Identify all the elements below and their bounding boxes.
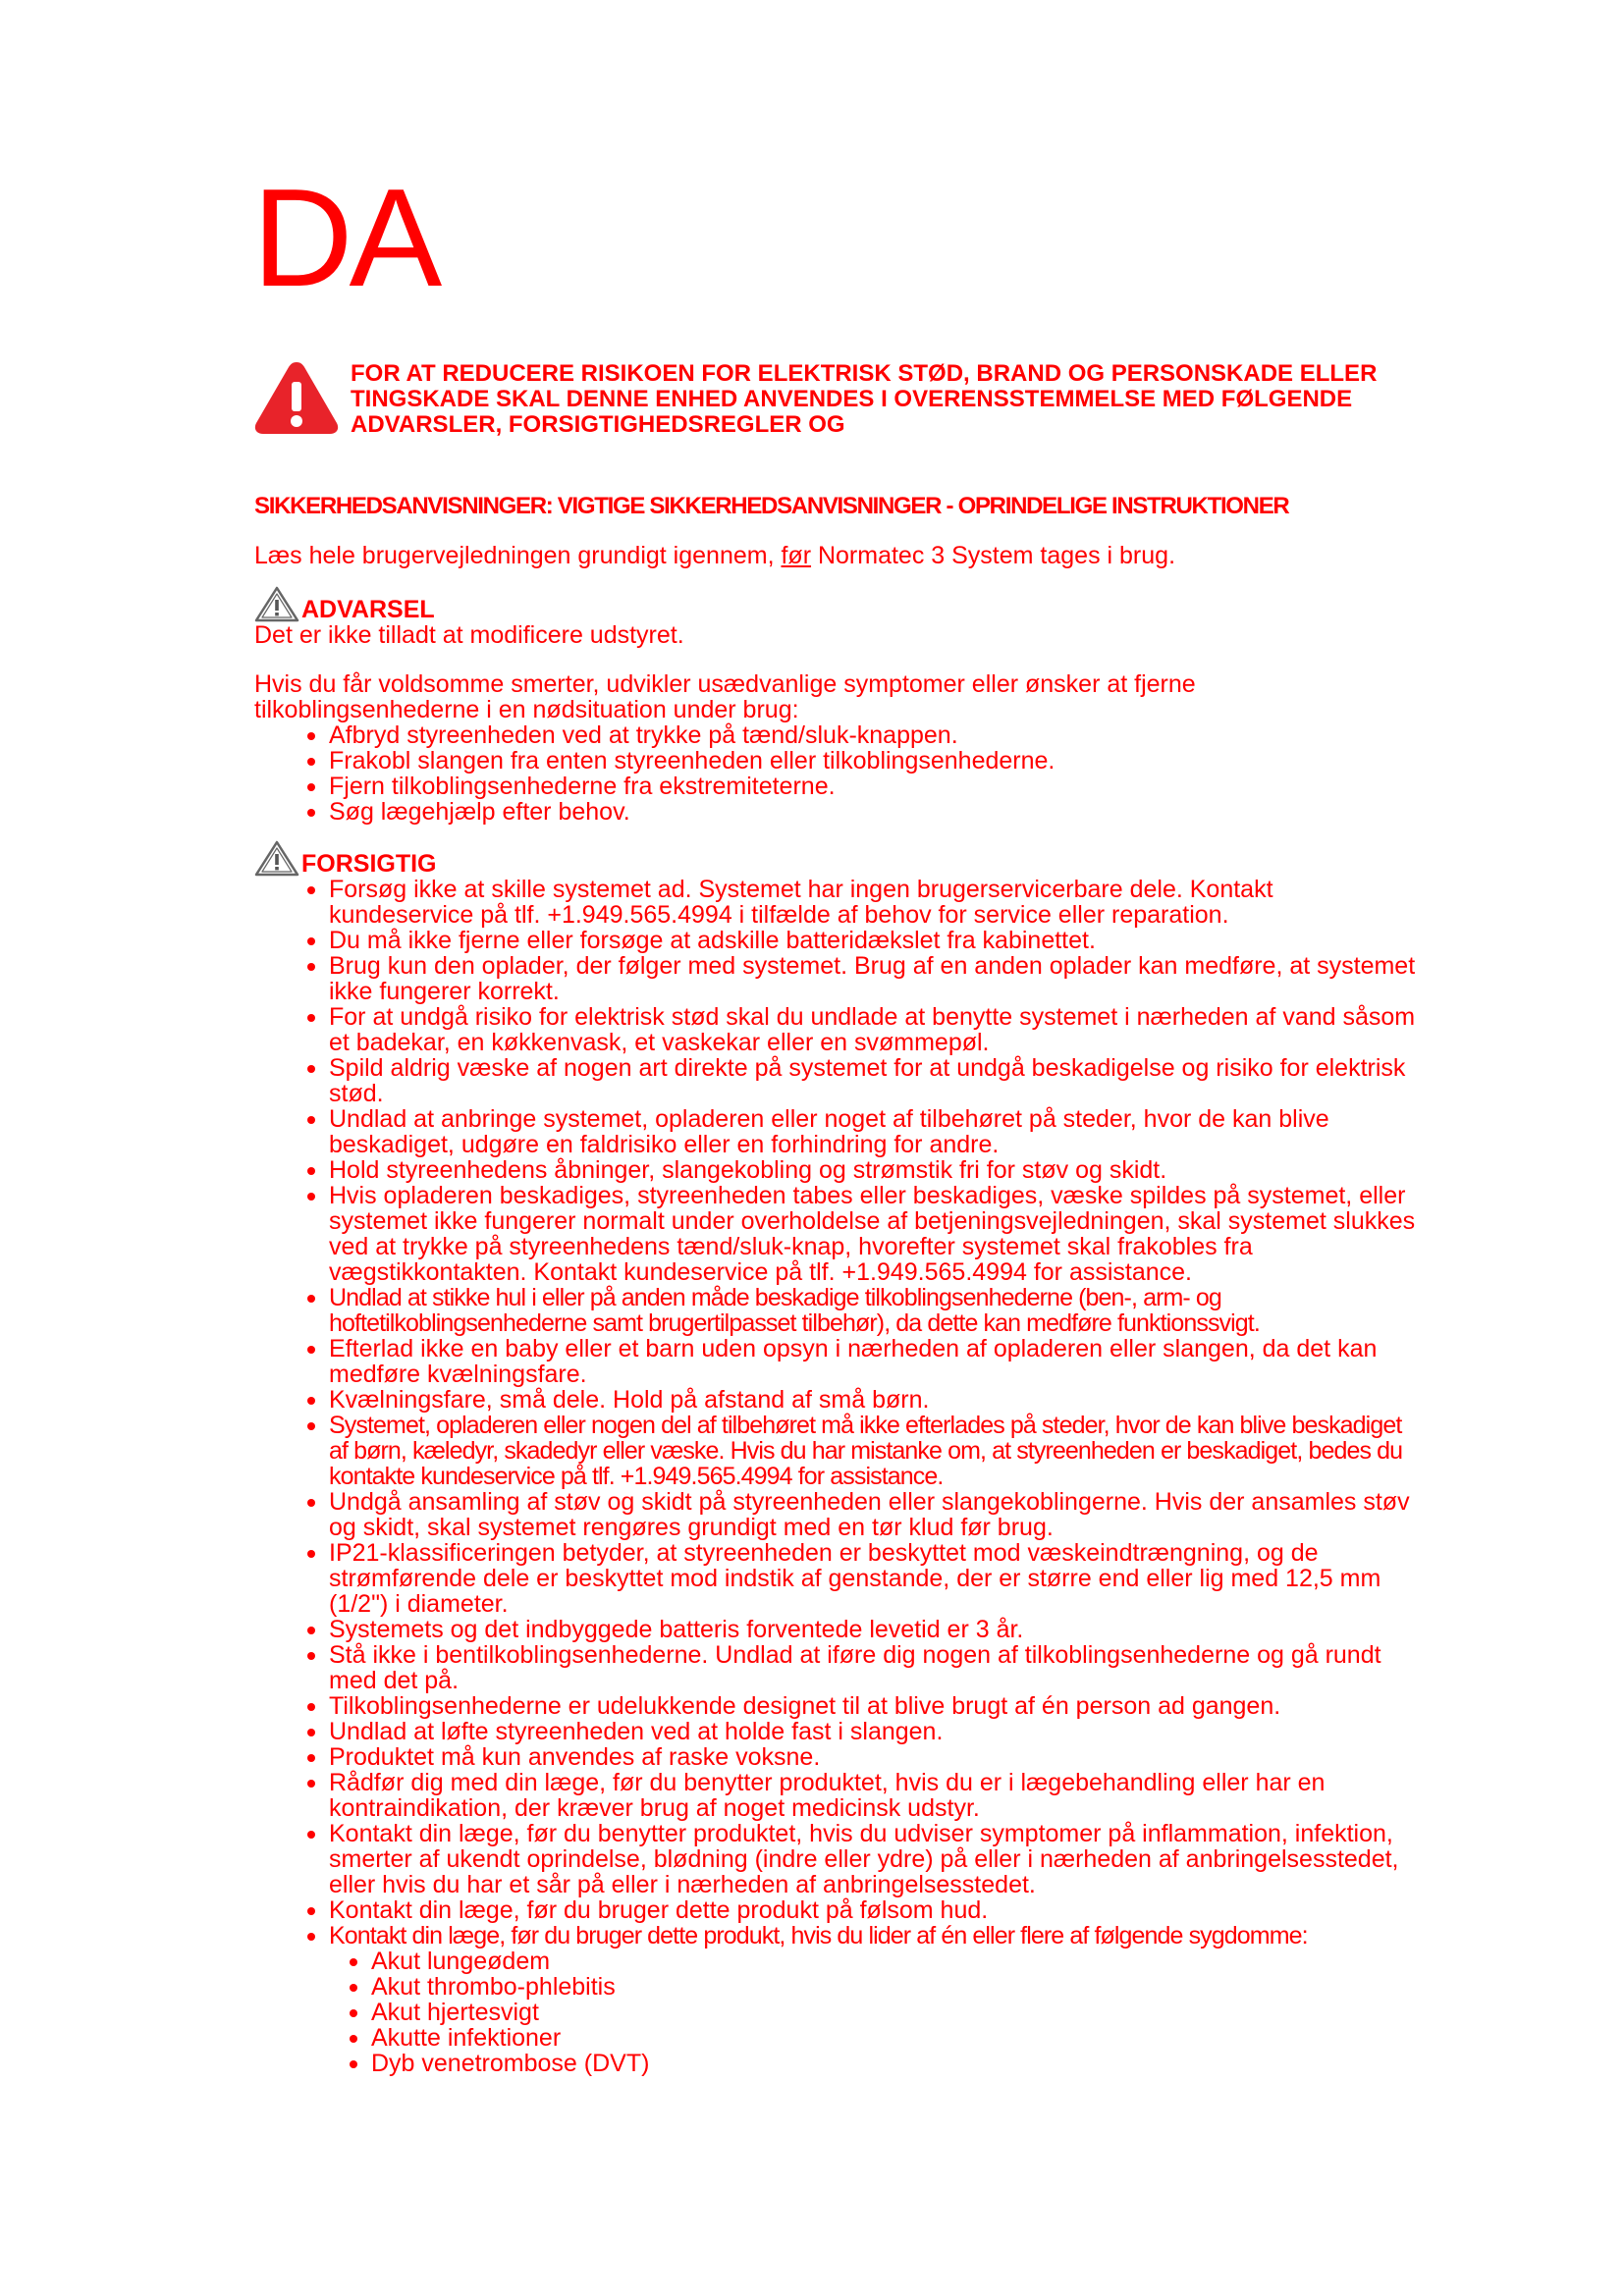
advarsel-heading	[254, 585, 1423, 622]
list-item: Kontakt din læge, før du bruger dette produkt på følsom hud.	[307, 1897, 1423, 1923]
list-item: Forsøg ikke at skille systemet ad. Systemet har ingen brugerservicerbare dele. Kontakt kundeservice på tlf. +1.949.565.4994 i tilfælde af behov for service eller reparation.	[307, 877, 1423, 928]
content	[254, 543, 1423, 2076]
list-item: Undlad at stikke hul i eller på anden måde beskadige tilkoblingsenhederne (ben-, arm- og hoftetilkoblingsenhederne samt brugertilpasset tilbehør), da dette kan medføre funktionssvigt.	[307, 1285, 1423, 1336]
list-item: Systemet, opladeren eller nogen del af tilbehøret må ikke efterlades på steder, hvor de kan blive beskadiget af børn, kæledyr, skadedyr eller væske. Hvis du har mistanke om, at styreenheden er beskadiget, bedes du kontakte kundeservice på tlf. +1.949.565.4994 for assistance.	[307, 1413, 1423, 1489]
list-item: Akut thrombo-phlebitis	[350, 1974, 1423, 2000]
list-item: Dyb venetrombose (DVT)	[350, 2051, 1423, 2076]
list-item: Produktet må kun anvendes af raske voksne.	[307, 1744, 1423, 1770]
advarsel-text: Det er ikke tilladt at modificere udstyret.	[254, 621, 684, 649]
intro-paragraph	[254, 543, 1423, 568]
list-item: Stå ikke i bentilkoblingsenhederne. Undlad at iføre dig nogen af tilkoblingsenhederne og gå rundt med det på.	[307, 1642, 1423, 1693]
main-warning-text: FOR AT REDUCERE RISIKOEN FOR ELEKTRISK STØD, BRAND OG PERSONSKADE ELLER TINGSKADE SKAL DENNE ENHED ANVENDES I OVERENSSTEMMELSE MED FØLGENDE ADVARSLER, FORSIGTIGHEDSREGLER OG	[351, 360, 1378, 438]
list-item: Akut lungeødem	[350, 1949, 1423, 1974]
list-item: Rådfør dig med din læge, før du benytter produktet, hvis du er i lægebehandling eller har en kontraindikation, der kræver brug af noget medicinsk udstyr.	[307, 1770, 1423, 1821]
caution-triangle-icon	[254, 585, 299, 622]
list-item: Afbryd styreenheden ved at trykke på tænd/sluk-knappen.	[307, 722, 1423, 748]
intro-underlined-word: før	[781, 542, 812, 569]
caution-list	[254, 877, 1423, 1949]
language-code: DA	[252, 160, 439, 316]
list-item: Systemets og det indbyggede batteris forventede levetid er 3 år.	[307, 1617, 1423, 1642]
list-item: Akut hjertesvigt	[350, 2000, 1423, 2025]
intro-text-after: Normatec 3 System tages i brug.	[811, 542, 1176, 569]
list-item: Du må ikke fjerne eller forsøge at adskille batteridækslet fra kabinettet.	[307, 928, 1423, 953]
list-item: Hold styreenhedens åbninger, slangekobling og strømstik fri for støv og skidt.	[307, 1157, 1423, 1183]
warning-triangle-icon	[252, 358, 341, 437]
emergency-steps-list	[254, 722, 1423, 825]
conditions-list	[254, 1949, 1423, 2076]
list-item: Efterlad ikke en baby eller et barn uden opsyn i nærheden af opladeren eller slangen, da det kan medføre kvælningsfare.	[307, 1336, 1423, 1387]
list-item: Søg lægehjælp efter behov.	[307, 799, 1423, 825]
forsigtig-heading	[254, 839, 1423, 877]
list-item: Undgå ansamling af støv og skidt på styreenheden eller slangekoblingerne. Hvis der ansamles støv og skidt, skal systemet rengøres grundigt med en tør klud før brug.	[307, 1489, 1423, 1540]
caution-triangle-icon	[254, 839, 299, 877]
list-item: Spild aldrig væske af nogen art direkte på systemet for at undgå beskadigelse og risiko for elektrisk stød.	[307, 1055, 1423, 1106]
list-item: Kontakt din læge, før du benytter produktet, hvis du udviser symptomer på inflammation, infektion, smerter af ukendt oprindelse, blødning (indre eller ydre) på eller i nærheden af anbringelsesstedet, eller hvis du har et sår på eller i nærheden af anbringelsesstedet.	[307, 1821, 1423, 1897]
emergency-text: Hvis du får voldsomme smerter, udvikler usædvanlige symptomer eller ønsker at fjerne tilkoblingsenhederne i en nødsituation under brug:	[254, 670, 1196, 723]
intro-text-before: Læs hele brugervejledningen grundigt igennem,	[254, 542, 782, 569]
list-item: Undlad at anbringe systemet, opladeren eller noget af tilbehøret på steder, hvor de kan blive beskadiget, udgøre en faldrisiko eller en forhindring for andre.	[307, 1106, 1423, 1157]
list-item: Brug kun den oplader, der følger med systemet. Brug af en anden oplader kan medføre, at systemet ikke fungerer korrekt.	[307, 953, 1423, 1004]
list-item: Kontakt din læge, før du bruger dette produkt, hvis du lider af én eller flere af følgende sygdomme:	[307, 1923, 1423, 1949]
advarsel-label: ADVARSEL	[301, 596, 435, 623]
list-item: Akutte infektioner	[350, 2025, 1423, 2051]
list-item: Hvis opladeren beskadiges, styreenheden tabes eller beskadiges, væske spildes på systemet, eller systemet ikke fungerer normalt under overholdelse af betjeningsvejledningen, skal systemet slukkes ved at trykke på styreenhedens tænd/sluk-knap, hvorefter systemet skal frakobles fra vægstikkontakten. Kontakt kundeservice på tlf. +1.949.565.4994 for assistance.	[307, 1183, 1423, 1285]
list-item: Fjern tilkoblingsenhederne fra ekstremiteterne.	[307, 774, 1423, 799]
section-title: SIKKERHEDSANVISNINGER: VIGTIGE SIKKERHEDSANVISNINGER - OPRINDELIGE INSTRUKTIONER	[254, 493, 1289, 519]
list-item: Frakobl slangen fra enten styreenheden eller tilkoblingsenhederne.	[307, 748, 1423, 774]
forsigtig-label: FORSIGTIG	[301, 850, 437, 878]
list-item: Undlad at løfte styreenheden ved at holde fast i slangen.	[307, 1719, 1423, 1744]
list-item: For at undgå risiko for elektrisk stød skal du undlade at benytte systemet i nærheden af vand såsom et badekar, en køkkenvask, et vaskekar eller en svømmepøl.	[307, 1004, 1423, 1055]
list-item: IP21-klassificeringen betyder, at styreenheden er beskyttet mod væskeindtrængning, og de strømførende dele er beskyttet mod indstik af genstande, der er større end eller lig med 12,5 mm (1/2") i diameter.	[307, 1540, 1423, 1617]
list-item: Tilkoblingsenhederne er udelukkende designet til at blive brugt af én person ad gangen.	[307, 1693, 1423, 1719]
list-item: Kvælningsfare, små dele. Hold på afstand af små børn.	[307, 1387, 1423, 1413]
